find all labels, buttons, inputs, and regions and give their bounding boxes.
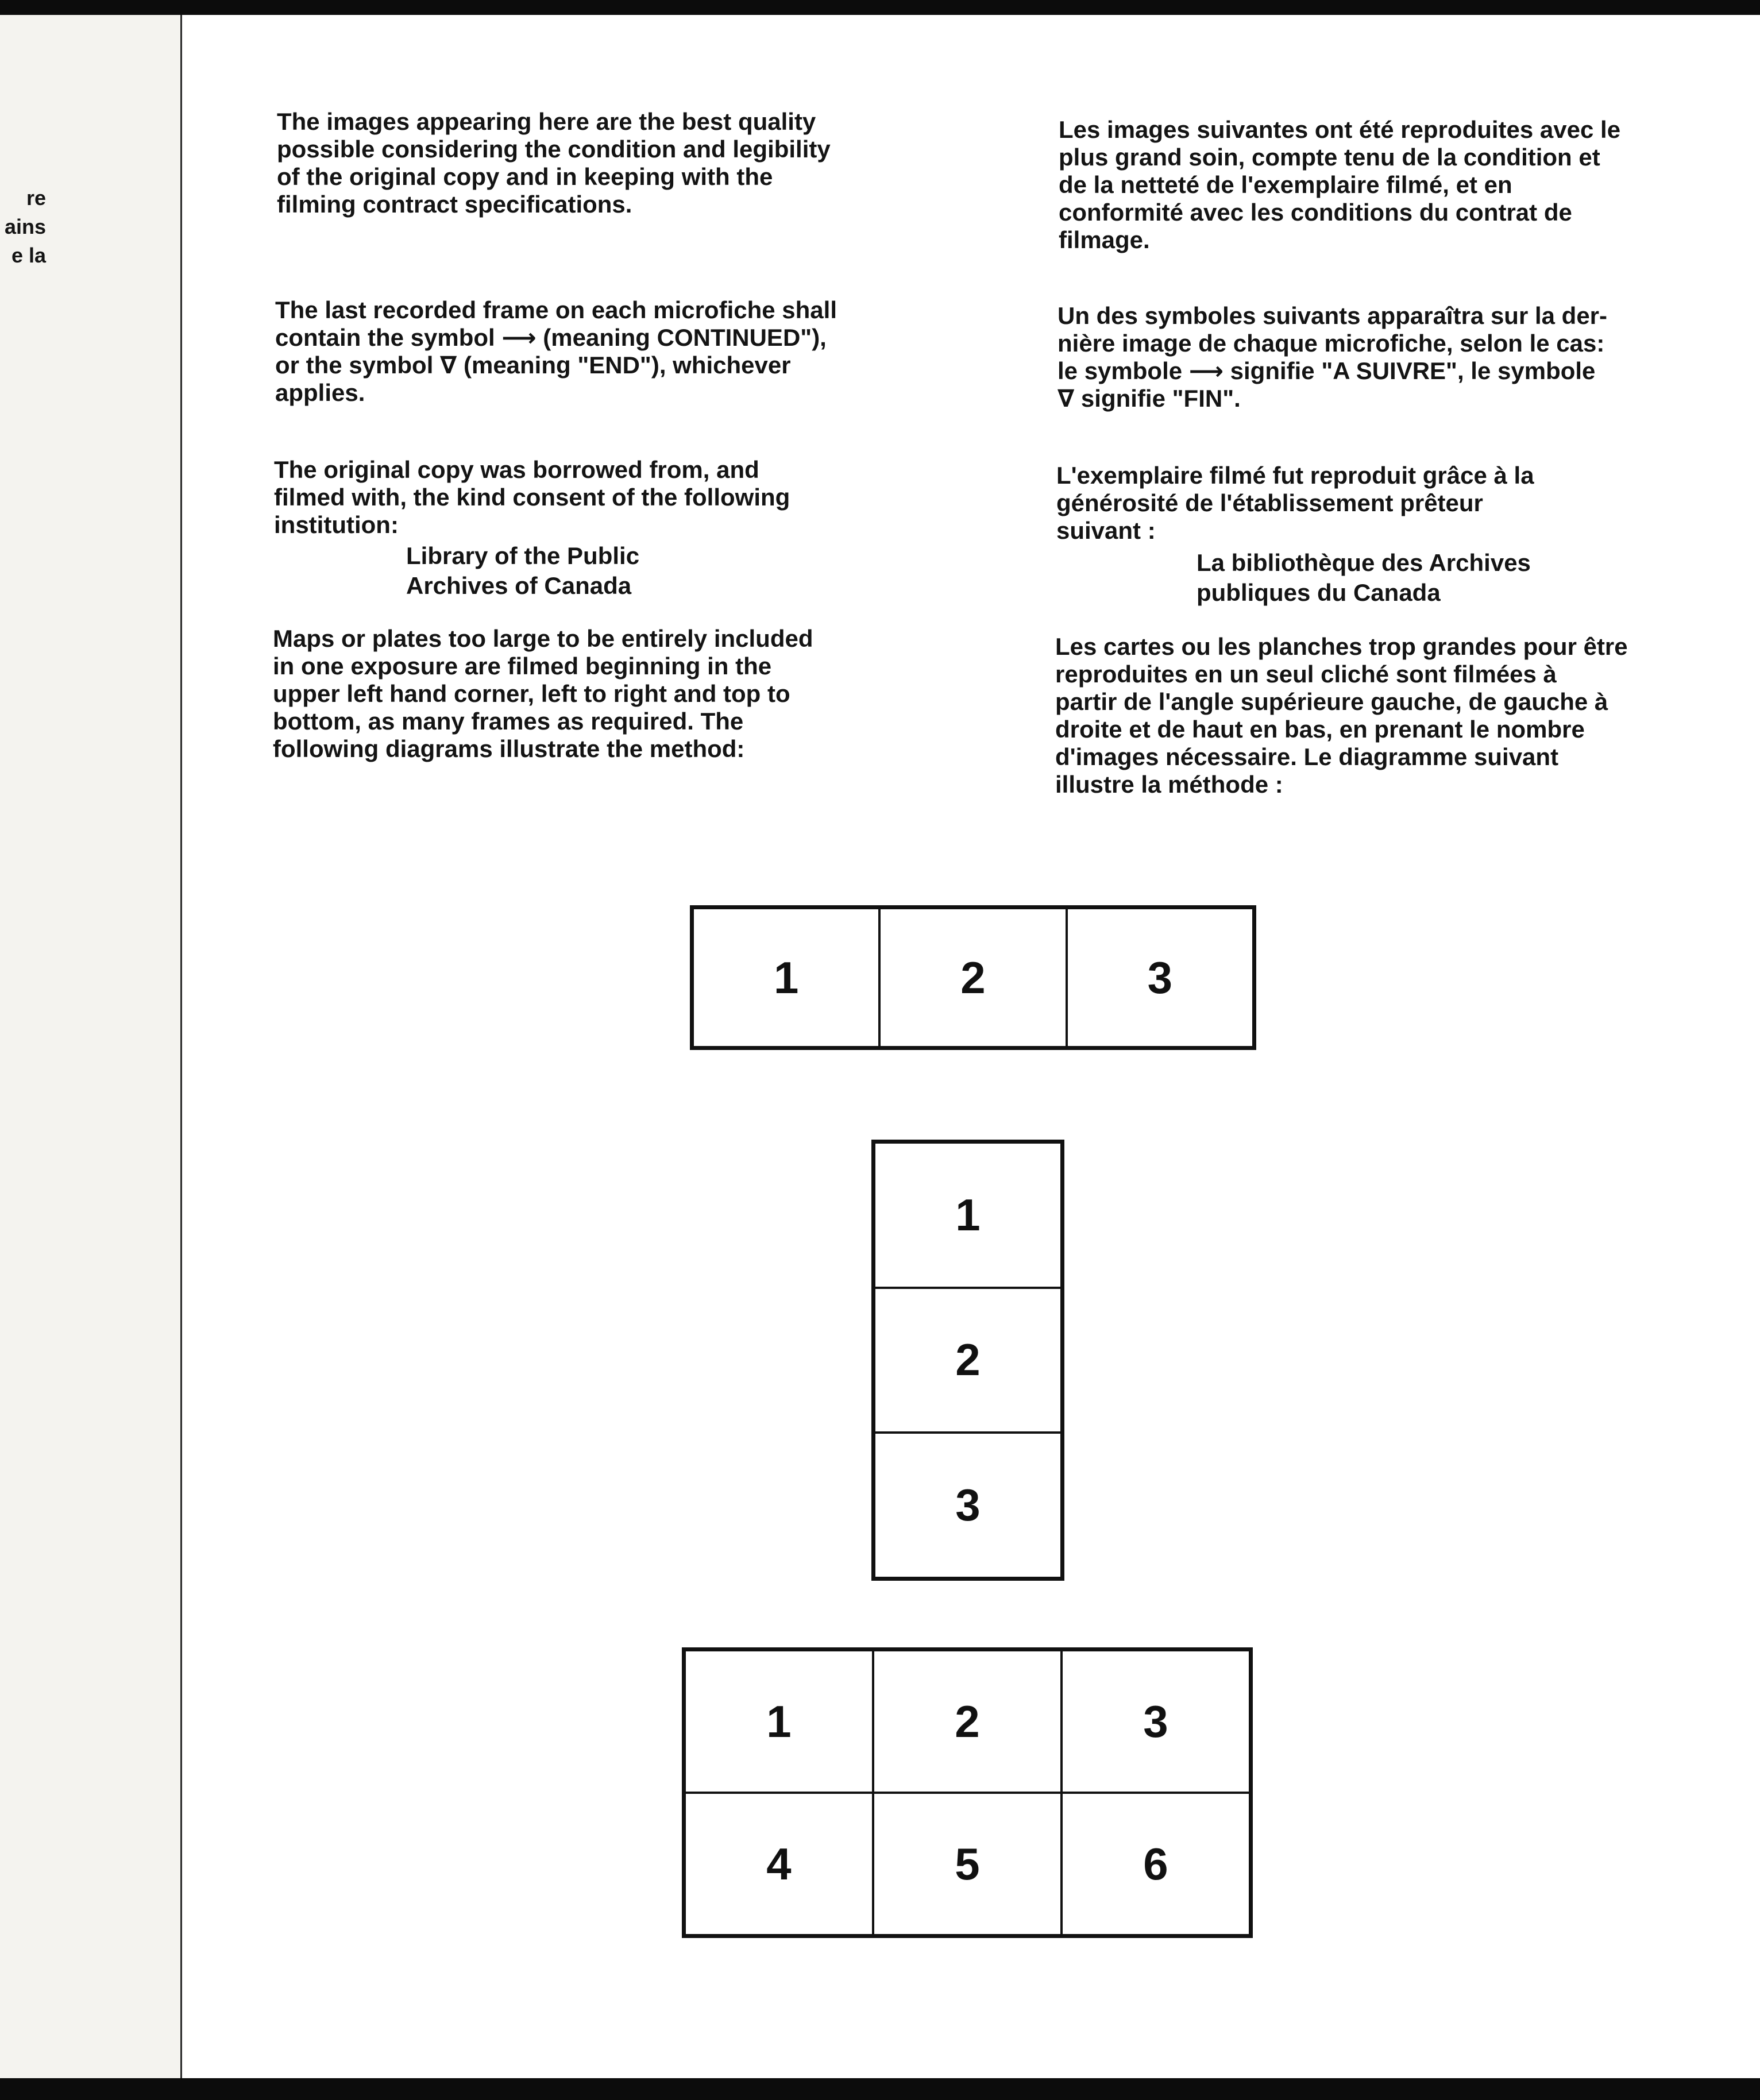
fragment-line: e la <box>11 244 46 267</box>
fragment-line: ains <box>4 215 46 238</box>
frame-column-diagram <box>871 1140 1064 1581</box>
fragment-line: re <box>26 186 46 210</box>
french-institution-paragraph: L'exemplaire filmé fut reproduit grâce à la générosité de l'établissement prêteur suivant : <box>1056 462 1534 544</box>
english-symbol-paragraph: The last recorded frame on each microfiche shall contain the symbol ⟶ (meaning CONTINUED"), or the symbol ∇ (meaning "END"), whichever applies. <box>275 296 837 406</box>
frame-cell: 6 <box>1062 1793 1250 1935</box>
french-maps-paragraph: Les cartes ou les planches trop grandes pour être reproduites en un seul cliché sont filmées à partir de l'angle supérieure gauche, de gauche à droite et de haut en bas, en prenant le nombre d'images nécessaire. Le diagramme suivant illustre la méthode : <box>1055 633 1628 798</box>
frame-cell: 3 <box>1062 1650 1250 1793</box>
french-institution-name: La bibliothèque des Archives publiques du Canada <box>1197 549 1531 606</box>
frame-grid-diagram <box>682 1647 1253 1938</box>
frame-cell: 2 <box>874 1288 1062 1433</box>
frame-cell: 3 <box>1067 908 1253 1047</box>
frame-cell: 1 <box>685 1650 873 1793</box>
english-quality-paragraph: The images appearing here are the best quality possible considering the condition and legibility of the original copy and in keeping with the filming contract specifications. <box>277 108 831 218</box>
scan-border-top <box>0 0 1760 15</box>
document-page <box>180 15 1760 2078</box>
frame-cell: 3 <box>874 1433 1062 1578</box>
frame-cell: 2 <box>879 908 1066 1047</box>
frame-cell: 4 <box>685 1793 873 1935</box>
english-institution-name: Library of the Public Archives of Canada <box>406 542 640 599</box>
left-page-fragment <box>0 184 46 270</box>
frame-cell: 2 <box>873 1650 1062 1793</box>
english-maps-paragraph: Maps or plates too large to be entirely included in one exposure are filmed beginning in the upper left hand corner, left to right and top to bottom, as many frames as required. The following diagrams illustrate the method: <box>273 625 813 762</box>
frame-cell: 5 <box>873 1793 1062 1935</box>
french-quality-paragraph: Les images suivantes ont été reproduites avec le plus grand soin, compte tenu de la condition et de la netteté de l'exemplaire filmé, et en conformité avec les conditions du contrat de filmage. <box>1059 116 1621 253</box>
frame-cell: 1 <box>693 908 879 1047</box>
frame-row-diagram <box>690 905 1256 1050</box>
french-symbol-paragraph: Un des symboles suivants apparaîtra sur la der- nière image de chaque microfiche, selon le cas: le symbole ⟶ signifie "A SUIVRE", le symbole ∇ signifie "FIN". <box>1057 302 1608 412</box>
english-institution-paragraph: The original copy was borrowed from, and filmed with, the kind consent of the following institution: <box>274 456 790 538</box>
scan-border-bottom <box>0 2078 1760 2100</box>
frame-cell: 1 <box>874 1142 1062 1288</box>
